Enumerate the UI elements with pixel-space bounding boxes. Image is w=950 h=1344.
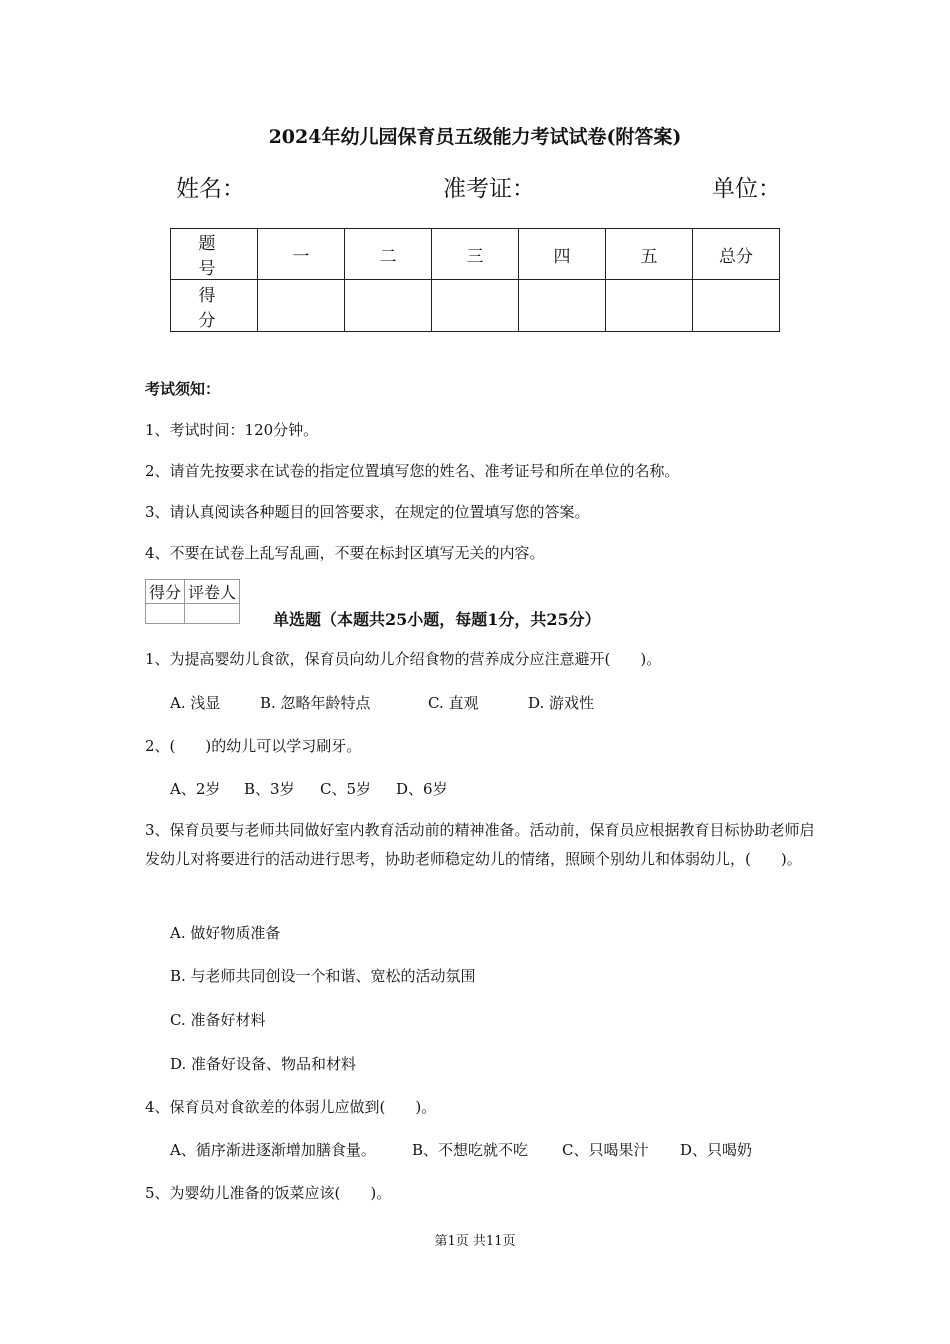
- document-title: 2024年幼儿园保育员五级能力考试试卷(附答案): [268, 126, 682, 148]
- section-title: 单选题（本题共25小题，每题1分，共25分）: [273, 610, 601, 629]
- score-table-header-row: [171, 229, 780, 280]
- notice-item: 2、请首先按要求在试卷的指定位置填写您的姓名、准考证号和所在单位的名称。: [145, 462, 680, 480]
- section-4-header: 四: [519, 229, 606, 280]
- section-3-header: 三: [432, 229, 519, 280]
- grader-score-cell[interactable]: [146, 604, 185, 624]
- section-1-header: 一: [258, 229, 345, 280]
- section-5-header: 五: [606, 229, 693, 280]
- question-1-option-d[interactable]: D. 游戏性: [528, 694, 595, 712]
- exam-id-field-label: 准考证：: [443, 176, 535, 202]
- grader-box: [145, 579, 240, 624]
- grader-reviewer-label: 评卷人: [185, 580, 240, 604]
- question-3-option-b[interactable]: B. 与老师共同创设一个和谐、宽松的活动氛围: [170, 967, 476, 985]
- section-2-score-cell[interactable]: [345, 280, 432, 332]
- score-table-score-row: [171, 280, 780, 332]
- grader-score-label: 得分: [146, 580, 185, 604]
- notice-item: 1、考试时间：120分钟。: [145, 421, 319, 439]
- section-2-header: 二: [345, 229, 432, 280]
- question-3-option-d[interactable]: D. 准备好设备、物品和材料: [170, 1055, 357, 1073]
- total-score-cell[interactable]: [693, 280, 780, 332]
- question-1-option-b[interactable]: B. 忽略年龄特点: [260, 694, 371, 712]
- question-2-stem: 2、( )的幼儿可以学习刷牙。: [145, 737, 362, 755]
- notice-heading: 考试须知：: [145, 380, 221, 398]
- unit-field-label: 单位：: [712, 176, 781, 202]
- question-2-option-c[interactable]: C、5岁: [320, 780, 372, 798]
- question-5-stem: 5、为婴幼儿准备的饭菜应该( )。: [145, 1184, 392, 1202]
- section-3-score-cell[interactable]: [432, 280, 519, 332]
- question-1-option-c[interactable]: C. 直观: [428, 694, 479, 712]
- question-3-option-c[interactable]: C. 准备好材料: [170, 1011, 266, 1029]
- page-footer: 第1页 共11页: [434, 1234, 516, 1249]
- question-2-option-b[interactable]: B、3岁: [244, 780, 295, 798]
- question-2-option-a[interactable]: A、2岁: [170, 780, 221, 798]
- question-4-option-d[interactable]: D、只喝奶: [680, 1141, 753, 1159]
- question-3-stem: 3、保育员要与老师共同做好室内教育活动前的精神准备。活动前，保育员应根据教育目标协助老师启发幼儿对将要进行的活动进行思考，协助老师稳定幼儿的情绪，照顾个别幼儿和体弱幼儿，( )。: [145, 821, 815, 868]
- section-4-score-cell[interactable]: [519, 280, 606, 332]
- question-number-label: 题 号: [171, 229, 258, 280]
- section-1-score-cell[interactable]: [258, 280, 345, 332]
- section-5-score-cell[interactable]: [606, 280, 693, 332]
- notice-item: 3、请认真阅读各种题目的回答要求，在规定的位置填写您的答案。: [145, 503, 590, 521]
- question-4-option-b[interactable]: B、不想吃就不吃: [412, 1141, 529, 1159]
- score-table: [170, 228, 780, 332]
- question-4-option-c[interactable]: C、只喝果汁: [562, 1141, 649, 1159]
- total-header: 总分: [693, 229, 780, 280]
- notice-item: 4、不要在试卷上乱写乱画，不要在标封区填写无关的内容。: [145, 544, 545, 562]
- question-4-option-a[interactable]: A、循序渐进逐渐增加膳食量。: [170, 1141, 376, 1159]
- question-3-option-a[interactable]: A. 做好物质准备: [170, 924, 281, 942]
- score-label: 得 分: [171, 280, 258, 332]
- name-field-label: 姓名：: [176, 176, 245, 202]
- question-1-option-a[interactable]: A. 浅显: [170, 694, 221, 712]
- question-2-option-d[interactable]: D、6岁: [396, 780, 448, 798]
- grader-reviewer-cell[interactable]: [185, 604, 240, 624]
- question-1-stem: 1、为提高婴幼儿食欲，保育员向幼儿介绍食物的营养成分应注意避开( )。: [145, 650, 662, 668]
- question-4-stem: 4、保育员对食欲差的体弱儿应做到( )。: [145, 1098, 437, 1116]
